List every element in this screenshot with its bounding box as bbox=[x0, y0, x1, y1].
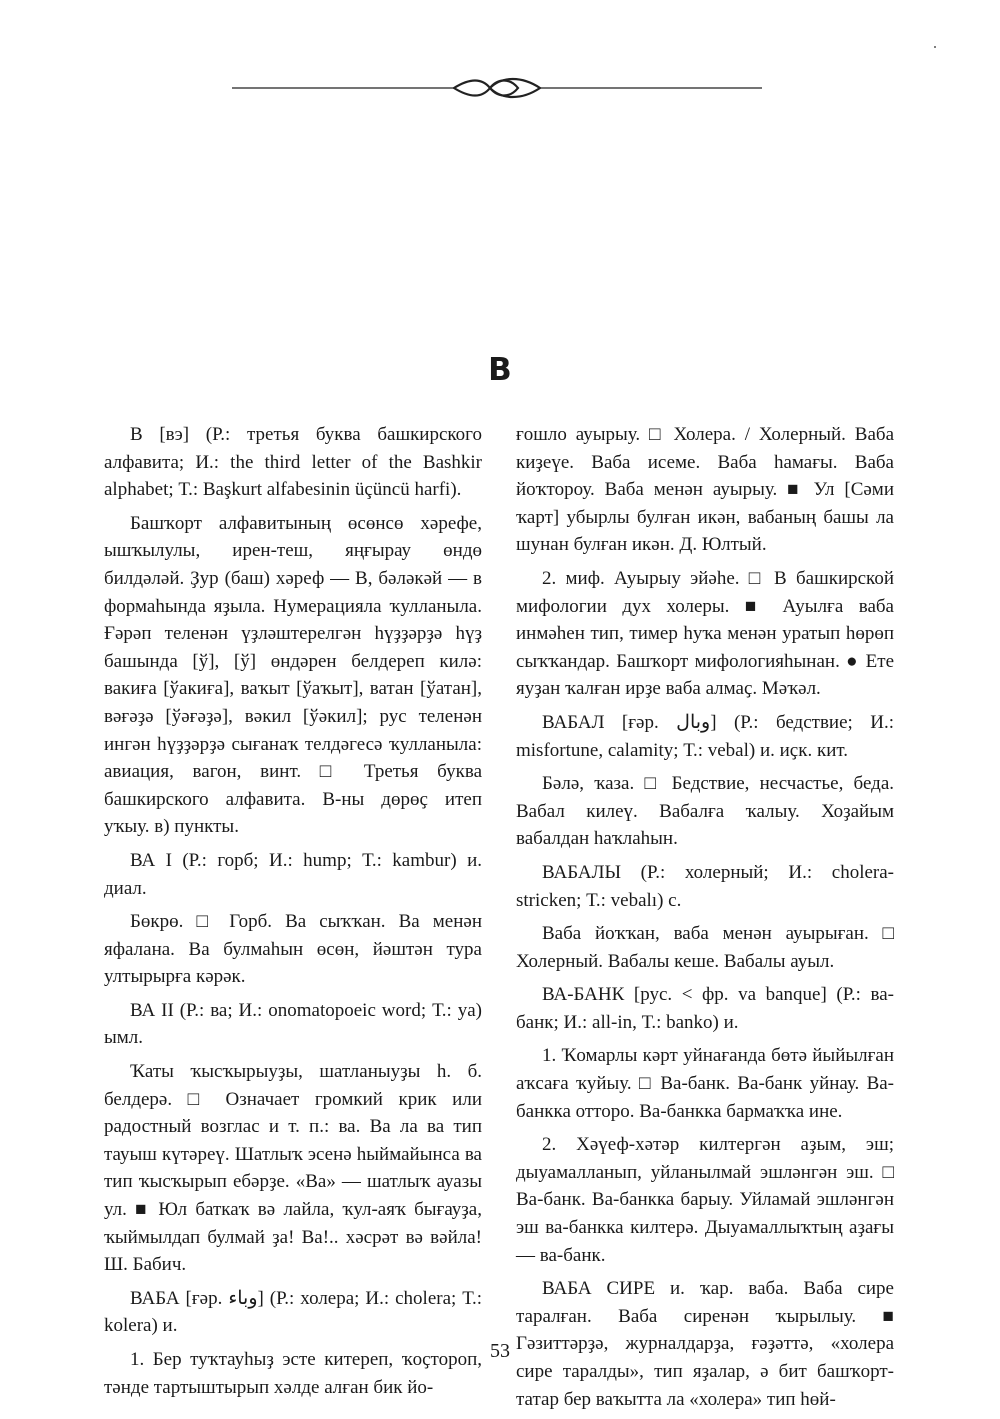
entry-v-definition: Башҡорт алфавитының өсөнсө хәрефе, ышҡылулы, ирен-теш, яңғырау өндө билдәләй. Ҙур (баш) хәреф — В, бәләкәй — в формаһында яҙыла. Нумерацияла ҡулланыла. Ғәрәп теленән үҙләштерелгән һүҙҙәрҙә һүҙ башында [ў], [ў] өндәрен белдереп килә: вакиға [ўакиға], ваҡыт [ўаҡыт], ватан [ўатан], вәғәҙә [ўәғәҙә], вәкил [ўәкил]; рус теленән ингән һүҙҙәрҙә сығанаҡ телдәгесә ҡулланыла: авиация, вагон, винт. □ Третья буква башкирского алфавита. В-ны дөрөҫ итеп уҡыу. в) пункты. bbox=[104, 512, 482, 838]
entry-v: В [вэ] (Р.: третья буква башкирского алфавита; И.: the third letter of the Bashkir alphabet; Т.: Başkurt alfabesinin üçüncü harfi). bbox=[104, 424, 482, 501]
entry-va-1-definition: Бөкрө. □ Горб. Ва сыҡҡан. Ва менән яфалана. Ва булмаһын өсөн, йәштән тура ултырырға кәрәк. bbox=[104, 911, 482, 988]
page-number: 53 bbox=[490, 1340, 510, 1362]
right-column bbox=[516, 421, 894, 1419]
entry-va-2-definition: Ҡаты ҡысҡырыуҙы, шатланыуҙы һ. б. белдерә. □ Означает громкий крик или радостный возглас и т. п.: ва. Ва ла ва тип тауыш күтәреү. Шатлыҡ эсенә һыймайынса ва тип ҡысҡырып ебәрҙе. «Ва» — шатлыҡ ауазы ул. ■ Юл баткаҡ вә лайла, ҡул-аяҡ бығауҙа, ҡыймылдап булмай ҙа! Ва!.. хәсрәт вә вәйла! Ш. Бабич. bbox=[104, 1061, 482, 1276]
entry-vaba-sense-1-cont: ғошло ауырыу. □ Холера. / Холерный. Ваба киҙеүе. Ваба исеме. Ваба һамағы. Ваба йоҡтороу. Ваба менән ауырыу. ■ Ул [Сәми ҡарт] убырлы булған икән, вабаның башы ла шунан булған икән. Д. Юлтый. bbox=[516, 424, 894, 556]
left-column bbox=[104, 421, 482, 1407]
entry-va-bank: ВА-БАНК [рус. < фр. va banque] (Р.: ва-банк; И.: all-in, Т.: banko) и. bbox=[516, 984, 894, 1033]
header-ornament bbox=[232, 70, 762, 104]
section-letter: В bbox=[488, 352, 512, 388]
entry-vaba: ВАБА [ғәр. وباء] (Р.: холера; И.: cholera; Т.: kolera) и. bbox=[104, 1287, 482, 1337]
entry-vabal: ВАБАЛ [ғәр. وبال] (Р.: бедствие; И.: misfortune, calamity; Т.: vebal) и. иҫк. кит. bbox=[516, 711, 894, 761]
entry-vabaly: ВАБАЛЫ (Р.: холерный; И.: cholera-stricken; Т.: vebalı) с. bbox=[516, 861, 894, 911]
entry-va-bank-sense-2: 2. Хәүеф-хәтәр килтергән аҙым, эш; дыуамалланып, уйланылмай эшләнгән эш. □ Ва-банк. Ва-банкка барыу. Уйламай эшләнгән эш ва-банкка килтерә. Дыуамаллыҡтың аҙағы — ва-банк. bbox=[516, 1134, 894, 1266]
entry-vaba-sense-2: 2. миф. Ауырыу эйәһе. □ В башкирской мифологии дух холеры. ■ Ауылға ваба инмәһен тип, тимер һуҡа менән уратып һөрөп сыҡҡандар. Башҡорт мифологияһынан. ● Ете яуҙан ҡалған ирҙе ваба алмаҫ. Мәҡәл. bbox=[516, 567, 894, 700]
entry-vabaly-definition: Ваба йоҡҡан, ваба менән ауырыған. □ Холерный. Вабалы кеше. Вабалы ауыл. bbox=[516, 923, 894, 972]
entry-vaba-sire: ВАБА СИРЕ и. ҡар. ваба. Ваба сире таралған. Ваба сиренән ҡырылыу. ■ Гәзиттәрҙә, журналдарҙа, ғәҙәттә, «холера сире таралды», тип яҙалар, ә бит башҡорт-татар бер ваҡытта ла «холера» тип һөй- bbox=[516, 1278, 894, 1410]
entry-va-1: ВА I (Р.: горб; И.: hump; Т.: kambur) и. диал. bbox=[104, 849, 482, 899]
entry-vaba-sense-1: 1. Бер туҡтауһыҙ эсте китереп, ҡоҫтороп, тәнде тартыштырып хәлде алған бик йо- bbox=[104, 1349, 482, 1398]
speck bbox=[934, 46, 936, 48]
entry-va-bank-sense-1: 1. Ҡомарлы кәрт уйнағанда бөтә йыйылған аҡсаға ҡуйыу. □ Ва-банк. Ва-банк уйнау. Ва-банкка отторо. Ва-банкка бармаҡҡа ине. bbox=[516, 1045, 894, 1122]
entry-va-2: ВА II (Р.: ва; И.: onomatopoeic word; Т.: ya) ымл. bbox=[104, 999, 482, 1049]
entry-vabal-definition: Бәлә, ҡаза. □ Бедствие, несчастье, беда. Вабал килеү. Вабалға ҡалыу. Хоҙайым вабалдан һаҡлаһын. bbox=[516, 773, 894, 850]
